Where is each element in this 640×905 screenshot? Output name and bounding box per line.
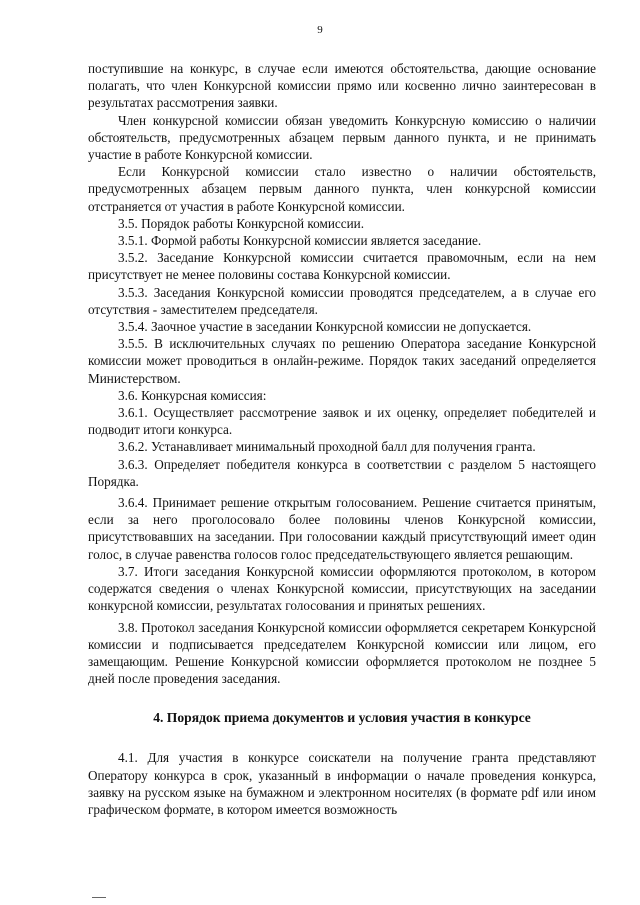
clause-3-5-2: 3.5.2. Заседание Конкурсной комиссии считается правомочным, если на нем присутствует не менее половины состава Конкурсной комиссии.	[88, 250, 596, 283]
footer-mark	[92, 897, 106, 898]
clause-3-5-4: 3.5.4. Заочное участие в заседании Конкурсной комиссии не допускается.	[118, 319, 532, 335]
clause-3-7: 3.7. Итоги заседания Конкурсной комиссии оформляются протоколом, в котором содержатся сведения о членах Конкурсной комиссии, присутствующих на заседании конкурсной комиссии, результатах голосования и принятых решениях.	[88, 563, 596, 614]
paragraph-continuation: поступившие на конкурс, в случае если имеются обстоятельства, дающие основание полагать, что член Конкурсной комиссии прямо или косвенно лично заинтересован в результатах рассмотрения заявки.	[88, 61, 596, 111]
clause-3-6-1: 3.6.1. Осуществляет рассмотрение заявок и их оценку, определяет победителей и подводит итоги конкурса.	[88, 405, 596, 438]
section-heading: 4. Порядок приема документов и условия участия в конкурсе	[153, 710, 531, 726]
document-body	[88, 60, 596, 818]
paragraph-removal: Если Конкурсной комиссии стало известно о наличии обстоятельств, предусмотренных абзацем первым данного пункта, член конкурсной комиссии отстраняется от участия в работе Конкурсной комиссии.	[88, 164, 596, 214]
clause-3-8: 3.8. Протокол заседания Конкурсной комиссии оформляется секретарем Конкурсной комиссии и подписывается председателем Конкурсной комиссии или лицом, его замещающим. Решение Конкурсной комиссии оформляется протоколом не позднее 5 дней после проведения заседания.	[88, 619, 596, 687]
clause-3-5-5: 3.5.5. В исключительных случаях по решению Оператора заседание Конкурсной комиссии может проводиться в онлайн-режиме. Порядок таких заседаний определяется Министерством.	[88, 336, 596, 386]
clause-3-5: 3.5. Порядок работы Конкурсной комиссии.	[118, 215, 365, 231]
clause-3-6-2: 3.6.2. Устанавливает минимальный проходной балл для получения гранта.	[118, 439, 536, 455]
clause-4-1: 4.1. Для участия в конкурсе соискатели на получение гранта представляют Оператору конкурса в срок, указанный в информации о начале проведения конкурса, заявку на русском языке на бумажном и электронном носителях (в формате pdf или ином графическом формате, в котором имеется возможность	[88, 750, 596, 817]
page-number: 9	[317, 24, 323, 36]
paragraph-notify-commission: Член конкурсной комиссии обязан уведомить Конкурсную комиссию о наличии обстоятельств, предусмотренных абзацем первым данного пункта, и не принимать участие в работе Конкурсной комиссии.	[88, 112, 596, 163]
clause-3-5-3: 3.5.3. Заседания Конкурсной комиссии проводятся председателем, а в случае его отсутствия - заместителем председателя.	[88, 284, 596, 317]
clause-3-6-3: 3.6.3. Определяет победителя конкурса в соответствии с разделом 5 настоящего Порядка.	[88, 456, 596, 489]
clause-3-6: 3.6. Конкурсная комиссия:	[118, 387, 267, 403]
clause-3-6-4: 3.6.4. Принимает решение открытым голосованием. Решение считается принятым, если за него проголосовало более половины членов Конкурсной комиссии, присутствовавших на заседании. При голосовании каждый присутствующий имеет один голос, в случае равенства голосов голос председательствующего является решающим.	[88, 495, 596, 562]
clause-3-5-1: 3.5.1. Формой работы Конкурсной комиссии является заседание.	[118, 233, 482, 249]
